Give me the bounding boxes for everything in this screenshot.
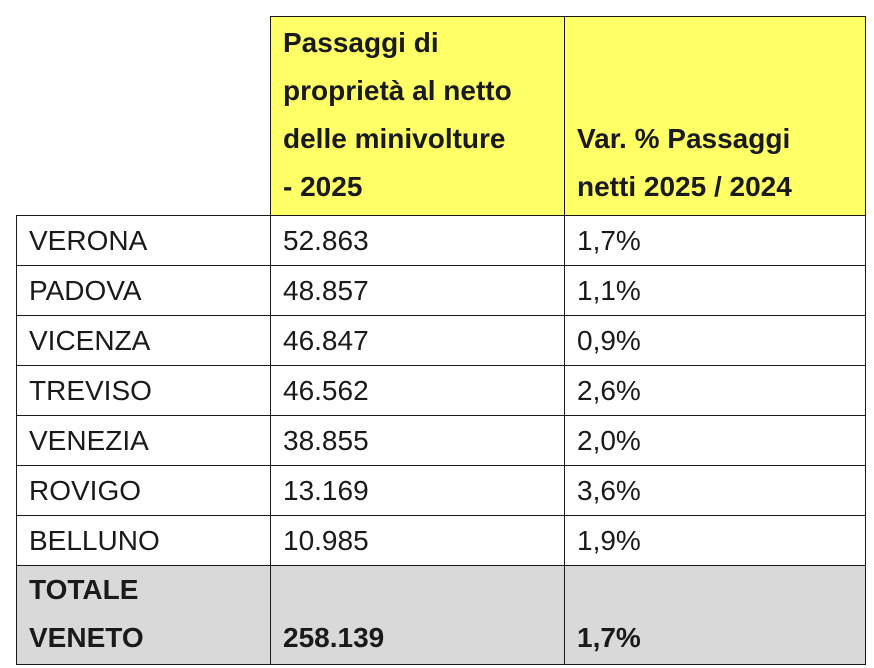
header-transfers-line: proprietà al netto (283, 75, 512, 106)
header-transfers-line: Passaggi di (283, 27, 439, 58)
table-row (17, 366, 866, 416)
transfers-cell: 10.985 (271, 516, 565, 566)
table-row (17, 216, 866, 266)
total-label-line: VENETO (29, 622, 144, 653)
province-transfers-table (16, 16, 866, 665)
change-cell: 2,0% (565, 416, 866, 466)
change-cell: 1,7% (565, 216, 866, 266)
table-header-row (17, 17, 866, 216)
transfers-cell: 46.562 (271, 366, 565, 416)
total-change: 1,7% (565, 566, 866, 665)
province-cell: VICENZA (17, 316, 271, 366)
header-change-line: Var. % Passaggi (577, 123, 791, 154)
province-cell: TREVISO (17, 366, 271, 416)
transfers-cell: 48.857 (271, 266, 565, 316)
province-cell: VERONA (17, 216, 271, 266)
table-row (17, 416, 866, 466)
header-change (565, 17, 866, 216)
transfers-cell: 13.169 (271, 466, 565, 516)
change-cell: 2,6% (565, 366, 866, 416)
change-cell: 0,9% (565, 316, 866, 366)
header-change-line: netti 2025 / 2024 (577, 171, 792, 202)
table-row (17, 266, 866, 316)
province-cell: PADOVA (17, 266, 271, 316)
header-transfers-line: delle minivolture (283, 123, 506, 154)
total-label-line: TOTALE (29, 574, 139, 605)
total-transfers: 258.139 (271, 566, 565, 665)
province-cell: BELLUNO (17, 516, 271, 566)
province-cell: VENEZIA (17, 416, 271, 466)
table-row (17, 466, 866, 516)
table-row (17, 516, 866, 566)
change-cell: 3,6% (565, 466, 866, 516)
province-cell: ROVIGO (17, 466, 271, 516)
transfers-cell: 38.855 (271, 416, 565, 466)
transfers-cell: 52.863 (271, 216, 565, 266)
header-transfers-line: - 2025 (283, 171, 363, 202)
total-label (17, 566, 271, 665)
table-row (17, 316, 866, 366)
header-empty-cell (17, 17, 271, 216)
transfers-cell: 46.847 (271, 316, 565, 366)
change-cell: 1,9% (565, 516, 866, 566)
total-row (17, 566, 866, 665)
header-transfers (271, 17, 565, 216)
change-cell: 1,1% (565, 266, 866, 316)
